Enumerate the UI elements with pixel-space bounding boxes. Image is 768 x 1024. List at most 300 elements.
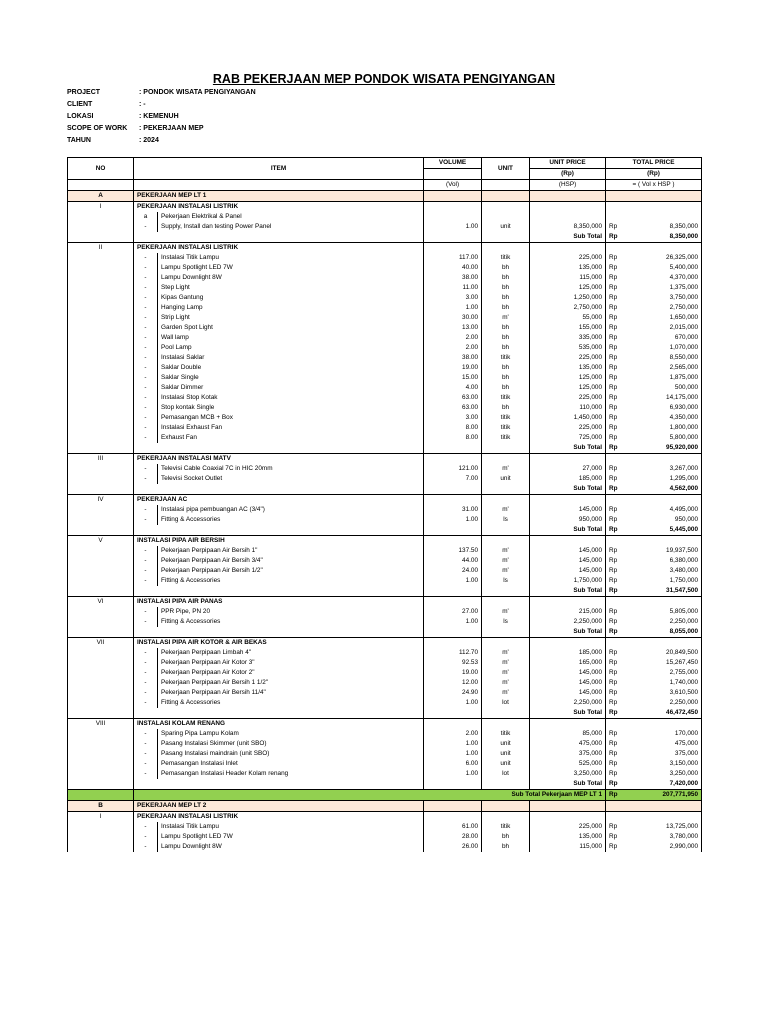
item-unit: bh xyxy=(482,323,530,333)
item-volume: 137.50 xyxy=(424,546,482,556)
table-row xyxy=(68,263,702,273)
table-row xyxy=(68,576,702,586)
cell xyxy=(606,536,702,547)
cell xyxy=(482,232,530,243)
cell xyxy=(68,525,134,536)
item-volume: 38.00 xyxy=(424,273,482,283)
cell xyxy=(482,484,530,495)
cell xyxy=(68,323,134,333)
subtotal-value: 8,055,000 xyxy=(628,627,702,638)
item-marker: - xyxy=(134,698,158,708)
item-unit-price: 85,000 xyxy=(530,729,606,739)
item-currency: Rp xyxy=(606,403,628,413)
item-currency: Rp xyxy=(606,474,628,484)
item-marker: - xyxy=(134,474,158,484)
group-title: INSTALASI KOLAM RENANG xyxy=(134,719,424,730)
item-unit-price: 145,000 xyxy=(530,668,606,678)
item-currency: Rp xyxy=(606,303,628,313)
item-unit-price: 3,250,000 xyxy=(530,769,606,779)
item-unit: unit xyxy=(482,474,530,484)
subtotal-currency: Rp xyxy=(606,443,628,454)
item-currency: Rp xyxy=(606,373,628,383)
table-row xyxy=(68,253,702,263)
item-volume: 3.00 xyxy=(424,293,482,303)
cell xyxy=(68,273,134,283)
item-currency: Rp xyxy=(606,648,628,658)
item-unit-price: 225,000 xyxy=(530,423,606,433)
item-volume: 30.00 xyxy=(424,313,482,323)
item-volume: 61.00 xyxy=(424,822,482,832)
item-marker: - xyxy=(134,749,158,759)
cell xyxy=(68,303,134,313)
item-unit-price: 145,000 xyxy=(530,505,606,515)
item-volume: 19.00 xyxy=(424,363,482,373)
subtotal-value: 8,350,000 xyxy=(628,232,702,243)
cell xyxy=(482,779,530,790)
item-unit-price: 145,000 xyxy=(530,688,606,698)
item-marker: - xyxy=(134,546,158,556)
cell xyxy=(68,333,134,343)
item-description: Pekerjaan Perpipaan Air Bersih 3/4" xyxy=(158,556,424,566)
cell xyxy=(68,433,134,443)
meta-value: : PONDOK WISATA PENGIYANGAN xyxy=(139,89,256,96)
item-volume: 27.00 xyxy=(424,607,482,617)
item-currency: Rp xyxy=(606,464,628,474)
item-volume: 63.00 xyxy=(424,393,482,403)
cell xyxy=(68,832,134,842)
subtotal-currency: Rp xyxy=(606,627,628,638)
item-marker: - xyxy=(134,688,158,698)
table-row xyxy=(68,749,702,759)
item-unit: titik xyxy=(482,729,530,739)
subtotal-row xyxy=(68,232,702,243)
table-row xyxy=(68,283,702,293)
cell xyxy=(606,812,702,823)
item-unit-price: 725,000 xyxy=(530,433,606,443)
item-total-price: 6,380,000 xyxy=(628,556,702,566)
grand-subtotal-value: 207,771,950 xyxy=(628,790,702,801)
item-total-price: 2,565,000 xyxy=(628,363,702,373)
item-marker: - xyxy=(134,293,158,303)
item-volume: 44.00 xyxy=(424,556,482,566)
item-volume: 2.00 xyxy=(424,333,482,343)
cell xyxy=(68,464,134,474)
item-total-price: 1,740,000 xyxy=(628,678,702,688)
item-unit-price: 375,000 xyxy=(530,749,606,759)
item-total-price: 3,267,000 xyxy=(628,464,702,474)
item-volume: 92.53 xyxy=(424,658,482,668)
cell xyxy=(134,586,424,597)
item-total-price: 1,375,000 xyxy=(628,283,702,293)
item-marker: - xyxy=(134,566,158,576)
item-unit: m' xyxy=(482,566,530,576)
item-description: Kipas Gantung xyxy=(158,293,424,303)
col-unit-price-header: UNIT PRICE xyxy=(530,158,606,169)
item-marker: - xyxy=(134,393,158,403)
item-marker: - xyxy=(134,222,158,232)
item-currency: Rp xyxy=(606,658,628,668)
item-total-price: 2,755,000 xyxy=(628,668,702,678)
item-currency: Rp xyxy=(606,353,628,363)
subtotal-row xyxy=(68,708,702,719)
item-unit: unit xyxy=(482,759,530,769)
item-description: Pasang Instalasi maindrain (unit SBO) xyxy=(158,749,424,759)
item-marker: - xyxy=(134,729,158,739)
item-currency xyxy=(606,212,628,222)
item-unit xyxy=(482,212,530,222)
item-currency: Rp xyxy=(606,749,628,759)
cell xyxy=(482,191,530,202)
table-row xyxy=(68,546,702,556)
subtotal-value: 46,472,450 xyxy=(628,708,702,719)
item-volume: 31.00 xyxy=(424,505,482,515)
group-title: PEKERJAAN INSTALASI MATV xyxy=(134,454,424,465)
cell xyxy=(530,719,606,730)
item-description: Sparing Pipa Lampu Kolam xyxy=(158,729,424,739)
total-price-currency: (Rp) xyxy=(606,169,702,180)
cell xyxy=(424,801,482,812)
subtotal-value: 31,547,500 xyxy=(628,586,702,597)
meta-label: PROJECT xyxy=(67,89,101,96)
cell xyxy=(482,812,530,823)
item-marker: - xyxy=(134,668,158,678)
item-total-price: 15,267,450 xyxy=(628,658,702,668)
item-unit: bh xyxy=(482,842,530,852)
item-volume: 24.00 xyxy=(424,566,482,576)
cell xyxy=(68,253,134,263)
item-description: Strip Light xyxy=(158,313,424,323)
item-marker: - xyxy=(134,273,158,283)
item-unit: bh xyxy=(482,832,530,842)
item-unit-price: 1,250,000 xyxy=(530,293,606,303)
item-currency: Rp xyxy=(606,343,628,353)
cell xyxy=(68,790,134,801)
item-description: Saklar Single xyxy=(158,373,424,383)
item-volume: 1.00 xyxy=(424,576,482,586)
group-no: VII xyxy=(68,638,134,649)
item-currency: Rp xyxy=(606,822,628,832)
item-unit: ls xyxy=(482,576,530,586)
item-unit-price: 145,000 xyxy=(530,556,606,566)
table-row xyxy=(68,607,702,617)
item-unit: unit xyxy=(482,222,530,232)
item-marker: - xyxy=(134,363,158,373)
cell xyxy=(424,443,482,454)
cell xyxy=(482,443,530,454)
group-no: IV xyxy=(68,495,134,506)
item-volume: 12.00 xyxy=(424,678,482,688)
item-currency: Rp xyxy=(606,253,628,263)
item-marker: - xyxy=(134,423,158,433)
item-unit-price: 225,000 xyxy=(530,393,606,403)
item-total-price: 3,150,000 xyxy=(628,759,702,769)
group-title: PEKERJAAN AC xyxy=(134,495,424,506)
item-unit: titik xyxy=(482,253,530,263)
item-unit-price xyxy=(530,212,606,222)
group-header-row xyxy=(68,597,702,608)
table-row xyxy=(68,403,702,413)
section-no: A xyxy=(68,191,134,202)
item-unit: m' xyxy=(482,688,530,698)
item-total-price: 670,000 xyxy=(628,333,702,343)
item-marker: - xyxy=(134,353,158,363)
unit-price-currency: (Rp) xyxy=(530,169,606,180)
table-row xyxy=(68,212,702,222)
cell xyxy=(482,525,530,536)
item-description: Lampu Spotlight LED 7W xyxy=(158,263,424,273)
cell xyxy=(606,801,702,812)
item-unit: m' xyxy=(482,607,530,617)
cell xyxy=(134,443,424,454)
cell xyxy=(68,576,134,586)
table-row xyxy=(68,393,702,403)
item-marker: - xyxy=(134,832,158,842)
cell xyxy=(68,842,134,852)
item-currency: Rp xyxy=(606,842,628,852)
cell xyxy=(68,759,134,769)
cell xyxy=(482,536,530,547)
cell xyxy=(530,801,606,812)
group-title: INSTALASI PIPA AIR BERSIH xyxy=(134,536,424,547)
item-unit-price: 225,000 xyxy=(530,253,606,263)
item-unit: unit xyxy=(482,749,530,759)
item-marker: - xyxy=(134,739,158,749)
item-currency: Rp xyxy=(606,698,628,708)
item-marker: - xyxy=(134,769,158,779)
group-title: PEKERJAAN INSTALASI LISTRIK xyxy=(134,202,424,213)
item-unit-price: 525,000 xyxy=(530,759,606,769)
item-currency: Rp xyxy=(606,263,628,273)
cell xyxy=(424,719,482,730)
item-volume: 1.00 xyxy=(424,515,482,525)
item-unit: m' xyxy=(482,658,530,668)
cell xyxy=(606,454,702,465)
item-volume: 15.00 xyxy=(424,373,482,383)
cell xyxy=(424,484,482,495)
item-unit: titik xyxy=(482,413,530,423)
meta-label: LOKASI xyxy=(67,113,94,120)
item-total-price: 375,000 xyxy=(628,749,702,759)
meta-value: : 2024 xyxy=(139,137,159,144)
cell xyxy=(530,191,606,202)
table-row xyxy=(68,505,702,515)
rab-table xyxy=(67,157,702,852)
meta-row xyxy=(67,137,256,149)
cell xyxy=(530,202,606,213)
item-unit: lot xyxy=(482,698,530,708)
item-total-price: 1,070,000 xyxy=(628,343,702,353)
item-description: Instalasi Titik Lampu xyxy=(158,253,424,263)
cell xyxy=(424,812,482,823)
item-marker: - xyxy=(134,617,158,627)
section-title: PEKERJAAN MEP LT 1 xyxy=(134,191,424,202)
cell xyxy=(424,495,482,506)
item-volume: 13.00 xyxy=(424,323,482,333)
cell xyxy=(424,586,482,597)
item-marker: - xyxy=(134,556,158,566)
item-description: Saklar Dimmer xyxy=(158,383,424,393)
cell xyxy=(68,586,134,597)
item-volume: 1.00 xyxy=(424,698,482,708)
cell xyxy=(68,515,134,525)
cell xyxy=(68,779,134,790)
cell xyxy=(606,191,702,202)
item-unit: ls xyxy=(482,617,530,627)
cell xyxy=(530,536,606,547)
item-unit: bh xyxy=(482,383,530,393)
cell xyxy=(606,719,702,730)
item-unit: bh xyxy=(482,273,530,283)
item-description: Fitting & Accessories xyxy=(158,698,424,708)
cell xyxy=(424,232,482,243)
item-description: Pemasangan MCB + Box xyxy=(158,413,424,423)
item-volume: 112.70 xyxy=(424,648,482,658)
item-unit: m' xyxy=(482,505,530,515)
subtotal-label: Sub Total xyxy=(530,586,606,597)
item-unit-price: 335,000 xyxy=(530,333,606,343)
item-currency: Rp xyxy=(606,383,628,393)
group-header-row xyxy=(68,638,702,649)
item-currency: Rp xyxy=(606,678,628,688)
cell xyxy=(134,779,424,790)
group-header-row xyxy=(68,536,702,547)
item-total-price: 26,325,000 xyxy=(628,253,702,263)
item-description: Pekerjaan Perpipaan Air Bersih 11/4" xyxy=(158,688,424,698)
item-volume: 28.00 xyxy=(424,832,482,842)
cell xyxy=(68,423,134,433)
cell xyxy=(134,525,424,536)
item-description: Pekerjaan Perpipaan Air Kotor 3" xyxy=(158,658,424,668)
table-row xyxy=(68,433,702,443)
item-currency: Rp xyxy=(606,769,628,779)
cell xyxy=(68,343,134,353)
cell xyxy=(530,812,606,823)
item-marker: - xyxy=(134,607,158,617)
item-total-price: 8,350,000 xyxy=(628,222,702,232)
item-total-price: 4,495,000 xyxy=(628,505,702,515)
item-unit-price: 125,000 xyxy=(530,383,606,393)
item-unit: unit xyxy=(482,739,530,749)
item-total-price: 5,800,000 xyxy=(628,433,702,443)
col-item-header: ITEM xyxy=(134,158,424,180)
item-description: Pasang Instalasi Skimmer (unit SBO) xyxy=(158,739,424,749)
subtotal-currency: Rp xyxy=(606,232,628,243)
subtotal-label: Sub Total xyxy=(530,232,606,243)
item-unit-price: 165,000 xyxy=(530,658,606,668)
item-marker: - xyxy=(134,323,158,333)
cell xyxy=(134,484,424,495)
subtotal-label: Sub Total xyxy=(530,779,606,790)
item-description: Stop kontak Single xyxy=(158,403,424,413)
table-row xyxy=(68,759,702,769)
subtotal-label: Sub Total xyxy=(530,484,606,495)
item-unit: titik xyxy=(482,353,530,363)
item-volume: 2.00 xyxy=(424,343,482,353)
item-unit: m' xyxy=(482,464,530,474)
group-header-row xyxy=(68,719,702,730)
item-total-price: 170,000 xyxy=(628,729,702,739)
table-row xyxy=(68,273,702,283)
item-total-price: 2,990,000 xyxy=(628,842,702,852)
cell xyxy=(134,232,424,243)
item-unit: m' xyxy=(482,678,530,688)
item-marker: - xyxy=(134,822,158,832)
cell xyxy=(68,617,134,627)
cell xyxy=(530,495,606,506)
cell xyxy=(68,739,134,749)
item-description: Instalasi Exhaust Fan xyxy=(158,423,424,433)
cell xyxy=(482,719,530,730)
meta-value: : - xyxy=(139,101,146,108)
item-unit: titik xyxy=(482,822,530,832)
table-row xyxy=(68,303,702,313)
item-marker: - xyxy=(134,303,158,313)
subtotal-label: Sub Total xyxy=(530,708,606,719)
grand-subtotal-label: Sub Total Pekerjaan MEP LT 1 xyxy=(134,790,606,801)
item-volume: 8.00 xyxy=(424,433,482,443)
subtotal-value: 95,920,000 xyxy=(628,443,702,454)
item-volume: 3.00 xyxy=(424,413,482,423)
cell xyxy=(482,597,530,608)
cell xyxy=(424,708,482,719)
item-unit-price: 1,450,000 xyxy=(530,413,606,423)
table-row xyxy=(68,313,702,323)
item-volume: 2.00 xyxy=(424,729,482,739)
item-unit-price: 145,000 xyxy=(530,566,606,576)
table-row xyxy=(68,688,702,698)
item-description: Lampu Downlight 8W xyxy=(158,842,424,852)
cell xyxy=(482,243,530,254)
group-title: INSTALASI PIPA AIR KOTOR & AIR BEKAS xyxy=(134,638,424,649)
item-unit-price: 135,000 xyxy=(530,363,606,373)
item-description: PPR Pipe, PN 20 xyxy=(158,607,424,617)
meta-label: CLIENT xyxy=(67,101,93,108)
subtotal-value: 5,445,000 xyxy=(628,525,702,536)
item-currency: Rp xyxy=(606,688,628,698)
cell xyxy=(68,393,134,403)
table-row xyxy=(68,423,702,433)
cell xyxy=(482,586,530,597)
item-marker: - xyxy=(134,403,158,413)
cell xyxy=(424,536,482,547)
cell xyxy=(424,191,482,202)
item-total-price: 475,000 xyxy=(628,739,702,749)
table-row xyxy=(68,323,702,333)
table-row xyxy=(68,363,702,373)
meta-label: TAHUN xyxy=(67,137,91,144)
cell xyxy=(530,454,606,465)
item-volume: 1.00 xyxy=(424,303,482,313)
cell xyxy=(68,505,134,515)
subtotal-row xyxy=(68,443,702,454)
cell xyxy=(424,454,482,465)
section-no: B xyxy=(68,801,134,812)
subtotal-currency: Rp xyxy=(606,708,628,719)
item-volume: 1.00 xyxy=(424,739,482,749)
item-currency: Rp xyxy=(606,617,628,627)
item-description: Fitting & Accessories xyxy=(158,515,424,525)
table-row xyxy=(68,333,702,343)
item-volume: 117.00 xyxy=(424,253,482,263)
item-total-price: 6,930,000 xyxy=(628,403,702,413)
item-volume: 26.00 xyxy=(424,842,482,852)
item-volume: 1.00 xyxy=(424,749,482,759)
item-marker: - xyxy=(134,413,158,423)
cell xyxy=(68,688,134,698)
item-total-price: 19,937,500 xyxy=(628,546,702,556)
item-marker: - xyxy=(134,283,158,293)
item-volume: 121.00 xyxy=(424,464,482,474)
